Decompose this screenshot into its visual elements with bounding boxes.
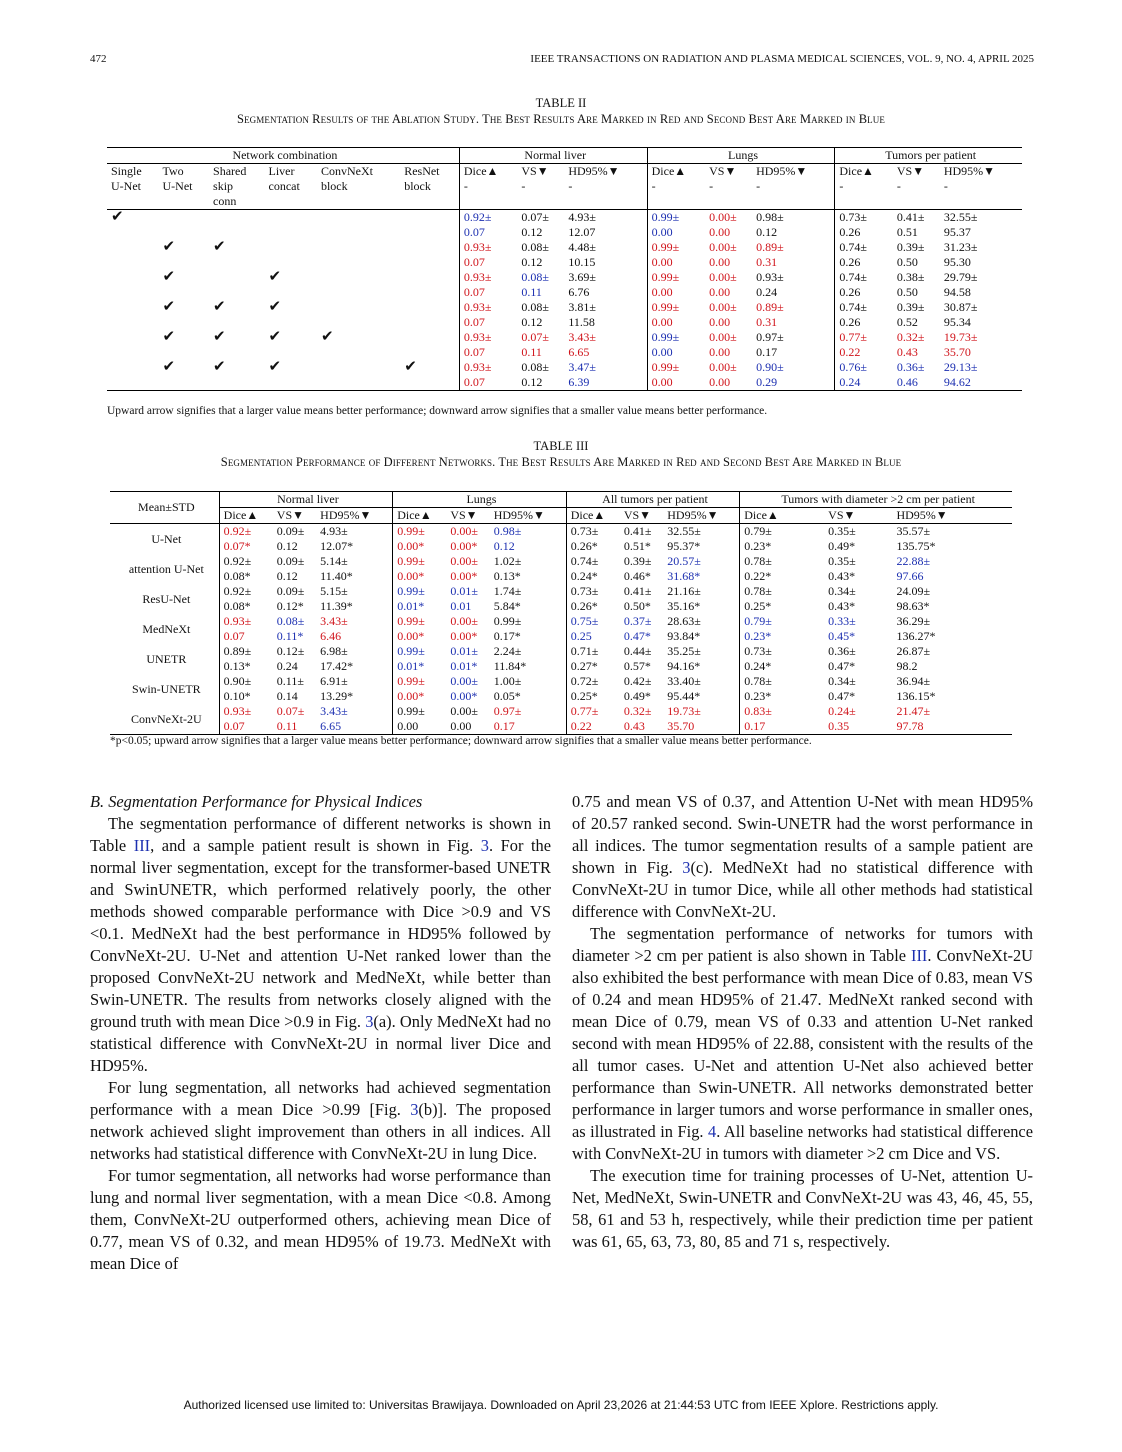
table2-cell: 3.47± 6.39 — [564, 360, 647, 391]
table2-empty-cell — [107, 240, 159, 270]
table2-cell: 19.73± 35.70 — [943, 330, 978, 359]
table3-cell: 2.24± 11.84* — [493, 644, 527, 673]
table3-network-name: attention U-Net — [128, 561, 204, 576]
check-icon: ✔ — [111, 209, 124, 225]
table3-cell: 0.09± 0.12* — [276, 584, 305, 613]
check-icon: ✔ — [209, 360, 264, 391]
cross-reference-link[interactable]: 3 — [682, 858, 691, 877]
table3-cell: 6.91± 13.29* — [320, 674, 354, 703]
table2-empty-cell — [400, 330, 459, 360]
table2-row — [107, 240, 1022, 270]
table2-cell: 0.92± 0.07 — [459, 210, 517, 241]
table3-cell: 0.99± 0.01* — [393, 584, 447, 614]
check-icon: ✔ — [400, 360, 459, 391]
right-paragraph: The segmentation performance of networks for tumors with diameter >2 cm per patient is also shown in Table III. ConvNeXt-2U also exhibited the best performance with mean Dice of 0.83, mean VS of 0.24 and mean HD95% of 21.47. MedNeXt ranked second with mean Dice of 0.79, mean VS of 0.33 and attention U-Net ranked second with mean HD95% of 22.88, consistent with the results of the all tumor cases. U-Net and attention U-Net also achieved better performance than Swin-UNETR. All networks demonstrated better performance in larger tumors and worse performance in smaller ones, as illustrated in Fig. 4. All baseline networks had statistical difference with ConvNeXt-2U in tumors with diameter >2 cm Dice and VS. — [572, 924, 1033, 1163]
check-icon: ✔ — [268, 329, 282, 345]
table3-cell: 28.63± 93.84* — [667, 614, 701, 643]
check-icon: ✔ — [265, 360, 317, 391]
table2-metric-header: Dice▲ - — [647, 164, 705, 210]
table3-network-name: Swin-UNETR — [132, 681, 201, 696]
table3-cell: 0.41± 0.51* — [623, 524, 652, 553]
table3-cell: 35.57± 135.75* — [896, 524, 936, 553]
table3-group-row — [110, 492, 1012, 508]
table2-empty-cell — [317, 240, 400, 270]
check-icon: ✔ — [162, 329, 176, 345]
table2-cell: 31.23± 95.30 — [943, 240, 978, 269]
table3-row — [110, 524, 1012, 555]
table3-cell: 0.01± 0.01* — [450, 644, 478, 673]
table3-cell: 0.98± 0.12 — [493, 524, 522, 553]
table3-networks — [110, 491, 1012, 735]
table2-metric-header: VS▼ - — [517, 164, 564, 210]
table3-metric-header: Dice▲ — [566, 508, 620, 524]
table3-cell: 0.99± 0.00* — [393, 554, 447, 584]
table2-cell: 0.36± 0.46 — [893, 360, 940, 391]
table3-caption — [60, 438, 1062, 470]
table2-group-tumors: Tumors per patient — [835, 148, 1022, 164]
table2-empty-cell — [317, 270, 400, 300]
table3-cell: 5.15± 11.39* — [320, 584, 353, 613]
table2-group-lungs: Lungs — [647, 148, 835, 164]
table3-cell: 0.33± 0.45* — [828, 614, 856, 643]
table3-cell: 36.94± 136.15* — [896, 674, 936, 703]
table3-cell: 0.93± 0.07 — [219, 614, 273, 644]
table3-group-header: Normal liver — [219, 492, 393, 508]
table2-cell: 3.81± 11.58 — [568, 300, 596, 329]
table3-network-name: UNETR — [146, 651, 187, 666]
table3-cell: 0.11± 0.14 — [276, 674, 304, 703]
table2-cell: 0.08± 0.11 — [521, 270, 549, 299]
table3-cell: 0.08± 0.11* — [276, 614, 305, 643]
table3-cell: 0.99± 0.00* — [393, 674, 447, 704]
table3-cell: 0.01± 0.01 — [450, 584, 478, 613]
table3-cell: 36.29± 136.27* — [896, 614, 936, 643]
table2-cell: 0.07± 0.11 — [521, 330, 549, 359]
table3-cell: 0.92± 0.08* — [219, 554, 273, 584]
table3-cell: 20.57± 31.68* — [667, 554, 701, 583]
table2-cell: 0.93± 0.07 — [459, 300, 517, 330]
table2-group-network: Network combination — [107, 148, 459, 164]
left-paragraph: For tumor segmentation, all networks had worse performance than lung and normal liver segmentation, with a mean Dice <0.8. Among them, ConvNeXt-2U outperformed others, achieving mean Dice of 0.77, mean VS of 0.32, and mean HD95% of 19.73. MedNeXt with mean Dice of — [90, 1166, 551, 1273]
table2-cell: 0.39± 0.52 — [896, 300, 925, 329]
table2-cell: 0.08± 0.12 — [521, 300, 549, 329]
table2-cell: 4.48± 10.15 — [568, 240, 596, 269]
check-icon: ✔ — [162, 299, 176, 315]
table3-cell: 0.73± 0.26* — [566, 524, 620, 555]
table2-metric-header: VS▼ - — [705, 164, 752, 210]
table2-cell: 0.73± 0.26 — [835, 210, 893, 241]
table2-empty-cell — [209, 270, 264, 300]
table3-footnote: *p<0.05; upward arrow signifies that a larger value means better performance; downward arrow signifies that a smaller value means better performance. — [110, 735, 812, 747]
right-paragraph: The execution time for training processes of U-Net, attention U-Net, MedNeXt, Swin-UNETR and ConvNeXt-2U was 43, 46, 45, 55, 58, 61 and 53 h, respectively, while their prediction time per patient was 61, 65, 63, 73, 80, 85 and 71 s, respectively. — [572, 1166, 1033, 1251]
table2-cell: 0.00± 0.00 — [709, 330, 737, 359]
table3-cell: 0.32± 0.43 — [620, 704, 663, 735]
table2-cell: 0.98± 0.12 — [756, 210, 784, 239]
table3-label: TABLE III — [533, 439, 589, 453]
table2-row — [107, 210, 1022, 241]
table3-cell: 0.00± 0.00* — [450, 554, 478, 583]
table3-cell: 0.07± 0.11 — [273, 704, 316, 735]
table2-cell: 0.39± 0.50 — [896, 240, 925, 269]
table3-cell: 0.36± 0.47* — [828, 644, 856, 673]
table3-row — [110, 614, 1012, 644]
cross-reference-link[interactable]: 4 — [708, 1122, 717, 1141]
check-icon: ✔ — [213, 329, 226, 345]
table2-empty-cell — [107, 330, 159, 360]
table3-cell: 0.93± 0.07 — [219, 704, 273, 735]
table3-cell: 0.73± 0.24* — [740, 644, 824, 674]
table2-header-row — [107, 164, 1022, 210]
table3-cell: 0.34± 0.43* — [828, 584, 856, 613]
table2-cell: 29.79± 94.58 — [943, 270, 978, 299]
table2-col-header: Liver concat — [265, 164, 317, 210]
table3-network-name: MedNeXt — [142, 621, 191, 636]
table2-cell: 0.00± 0.00 — [709, 240, 737, 269]
table3-cell: 4.93± 12.07* — [320, 524, 354, 553]
table2-col-header: ResNet block — [400, 164, 459, 210]
table2-row — [107, 360, 1022, 391]
table2-group-row — [107, 148, 1022, 164]
check-icon: ✔ — [268, 299, 282, 315]
check-icon: ✔ — [268, 269, 282, 285]
table3-cell: 0.99± 0.17* — [493, 614, 522, 643]
table2-label: TABLE II — [535, 96, 587, 110]
table2-cell: 0.74± 0.26 — [835, 300, 893, 330]
table2-empty-cell — [107, 270, 159, 300]
table2-empty-cell — [265, 240, 317, 270]
table3-cell: 35.25± 94.16* — [667, 644, 701, 673]
table2-cell: 0.99± 0.00 — [647, 240, 705, 270]
table3-metric-header: VS▼ — [824, 508, 892, 524]
table2-empty-cell — [400, 210, 459, 241]
table3-cell: 0.34± 0.47* — [828, 674, 856, 703]
table2-metric-header: Dice▲ - — [459, 164, 517, 210]
table2-cell: 0.99± 0.00 — [647, 330, 705, 360]
table2-row — [107, 300, 1022, 330]
table2-empty-cell — [400, 240, 459, 270]
table3-cell: 0.00± 0.00 — [446, 704, 489, 735]
check-icon: ✔ — [162, 239, 176, 255]
table2-cell: 0.00± 0.00 — [709, 210, 737, 239]
table2-cell: 0.07± 0.12 — [521, 210, 549, 239]
table3-group-header: Lungs — [393, 492, 567, 508]
table2-cell: 0.08± 0.12 — [521, 240, 549, 269]
table2-cell: 0.41± 0.51 — [896, 210, 925, 239]
table3-cell: 0.39± 0.46* — [623, 554, 652, 583]
table3-cell: 21.47± 97.78 — [892, 704, 1012, 735]
table3-network-name: U-Net — [151, 531, 182, 546]
table2-ablation — [107, 147, 1022, 391]
table3-cell: 0.35± 0.43* — [828, 554, 856, 583]
table2-cell: 0.89± 0.31 — [756, 300, 784, 329]
table2-title: Segmentation Results of the Ablation Study. The Best Results Are Marked in Red and Second Best Are Marked in Blue — [237, 112, 885, 126]
table3-cell: 0.99± 0.00 — [393, 704, 447, 735]
left-paragraph: For lung segmentation, all networks had achieved segmentation performance with a mean Dice >0.99 [Fig. 3(b)]. The proposed network achieved slight improvement than others in all indices. All networks had statistical difference with ConvNeXt-2U in lung Dice. — [90, 1078, 551, 1163]
table3-metric-header: HD95%▼ — [892, 508, 1012, 524]
table3-cell: 0.42± 0.49* — [623, 674, 652, 703]
table3-cell: 0.37± 0.47* — [623, 614, 652, 643]
table2-cell: 30.87± 95.34 — [943, 300, 978, 329]
table3-cell: 32.55± 95.37* — [667, 524, 701, 553]
table3-group-header: Tumors with diameter >2 cm per patient — [740, 492, 1012, 508]
right-column — [572, 791, 1033, 1253]
table2-group-liver: Normal liver — [459, 148, 647, 164]
table3-cell: 0.73± 0.26* — [566, 584, 620, 614]
table3-cell: 0.78± 0.22* — [740, 554, 824, 584]
table2-cell: 0.90± 0.29 — [752, 360, 835, 391]
table3-cell: 0.77± 0.22 — [566, 704, 620, 735]
table2-empty-cell — [317, 210, 400, 241]
table3-cell: 26.87± 98.2 — [896, 644, 931, 673]
table3-metric-header: Dice▲ — [740, 508, 824, 524]
table3-cell: 0.92± 0.08* — [219, 584, 273, 614]
table3-network-name: ConvNeXt-2U — [110, 704, 219, 735]
table2-empty-cell — [159, 210, 210, 241]
table2-cell: 0.93± 0.07 — [459, 360, 517, 391]
table3-cell: 0.99± 0.00* — [393, 614, 447, 644]
left-paragraph: The segmentation performance of different networks is shown in Table III, and a sample patient result is shown in Fig. 3. For the normal liver segmentation, except for the transformer-based UNETR and SwinUNETR, which performed relatively poorly, the other methods showed comparable performance with Dice >0.9 and VS <0.1. MedNeXt had the best performance in HD95% followed by ConvNeXt-2U. U-Net and attention U-Net ranked lower than the proposed ConvNeXt-2U network and MedNeXt, while better than Swin-UNETR. The results from networks closely aligned with the ground truth with mean Dice >0.9 in Fig. 3(a). Only MedNeXt had no statistical difference with ConvNeXt-2U in normal liver Dice and HD95%. — [90, 814, 552, 1075]
cross-reference-link[interactable]: 3 — [480, 836, 489, 855]
table3-cell: 21.16± 35.16* — [667, 584, 701, 613]
table3-cell: 0.09± 0.12 — [276, 524, 305, 553]
check-icon: ✔ — [213, 239, 226, 255]
table2-cell: 0.00± 0.00 — [709, 270, 737, 299]
table2-cell: 0.93± 0.07 — [459, 330, 517, 360]
table2-metric-header: HD95%▼ - — [940, 164, 1022, 210]
table3-cell: 0.00± 0.00* — [450, 674, 478, 703]
table3-cell: 0.41± 0.50* — [623, 584, 652, 613]
cross-reference-link[interactable]: III — [133, 836, 151, 855]
table3-cell: 0.24± 0.35 — [824, 704, 892, 735]
table3-group-header: All tumors per patient — [566, 492, 740, 508]
journal-title: IEEE TRANSACTIONS ON RADIATION AND PLASMA MEDICAL SCIENCES, VOL. 9, NO. 4, APRIL 2025 — [530, 53, 1034, 65]
table2-cell: 0.97± 0.17 — [756, 330, 784, 359]
table3-cell: 0.89± 0.13* — [219, 644, 273, 674]
table3-cell: 0.99± 0.01* — [393, 644, 447, 674]
table2-cell: 0.99± 0.00 — [647, 300, 705, 330]
table2-cell: 0.38± 0.50 — [896, 270, 925, 299]
table3-cell: 22.88± 97.66 — [896, 554, 931, 583]
table2-col-header: Single U-Net — [107, 164, 159, 210]
left-section-heading: B. Segmentation Performance for Physical Indices — [90, 792, 423, 811]
table2-cell: 32.55± 95.37 — [943, 210, 978, 239]
check-icon: ✔ — [162, 269, 176, 285]
table3-metric-header: Dice▲ — [393, 508, 447, 524]
table2-empty-cell — [107, 300, 159, 330]
table3-cell: 19.73± 35.70 — [663, 704, 740, 735]
table2-metric-header: VS▼ - — [893, 164, 940, 210]
table3-cell: 0.79± 0.23* — [740, 524, 824, 555]
table3-cell: 0.79± 0.23* — [740, 614, 824, 644]
table3-header-row — [110, 508, 1012, 524]
table3-cell: 0.12± 0.24 — [276, 644, 305, 673]
table2-cell: 0.93± 0.07 — [459, 240, 517, 270]
table3-corner: Mean±STD — [110, 492, 219, 524]
table2-footnote: Upward arrow signifies that a larger value means better performance; downward arrow signifies that a smaller value means better performance. — [107, 405, 768, 417]
table2-cell: 0.93± 0.24 — [756, 270, 784, 299]
table2-cell: 0.89± 0.31 — [756, 240, 784, 269]
table2-empty-cell — [265, 210, 317, 241]
cross-reference-link[interactable]: 3 — [365, 1012, 374, 1031]
left-column — [90, 791, 551, 1275]
cross-reference-link[interactable]: III — [911, 946, 928, 965]
table2-empty-cell — [209, 210, 264, 241]
table3-cell: 0.74± 0.24* — [566, 554, 620, 584]
table3-cell: 0.44± 0.57* — [623, 644, 652, 673]
table2-cell: 0.99± 0.00 — [647, 360, 705, 391]
table3-row — [110, 554, 1012, 584]
table3-cell: 0.72± 0.25* — [566, 674, 620, 704]
table2-cell: 0.99± 0.00 — [647, 210, 705, 241]
table3-cell: 0.09± 0.12 — [276, 554, 305, 583]
check-icon: ✔ — [159, 360, 210, 391]
table2-col-header: Shared skip conn — [209, 164, 264, 210]
table3-cell: 0.00± 0.00* — [450, 614, 478, 643]
table3-metric-header: VS▼ — [273, 508, 316, 524]
table2-cell: 0.74± 0.26 — [835, 270, 893, 300]
table2-col-header: Two U-Net — [159, 164, 210, 210]
table3-network-name: ResU-Net — [142, 591, 191, 606]
table2-row — [107, 330, 1022, 360]
table3-cell: 0.75± 0.25 — [566, 614, 620, 644]
check-icon: ✔ — [320, 329, 334, 345]
table2-cell: 0.74± 0.26 — [835, 240, 893, 270]
table3-cell: 1.02± 0.13* — [493, 554, 522, 583]
table2-empty-cell — [317, 300, 400, 330]
table3-metric-header: VS▼ — [620, 508, 663, 524]
table3-metric-header: HD95%▼ — [490, 508, 567, 524]
table3-cell: 1.74± 5.84* — [493, 584, 522, 613]
table2-cell: 0.00± 0.00 — [705, 360, 752, 391]
table3-row — [110, 584, 1012, 614]
table3-cell: 0.99± 0.00* — [393, 524, 447, 555]
table3-cell: 0.35± 0.49* — [828, 524, 856, 553]
table3-cell: 0.78± 0.25* — [740, 584, 824, 614]
table3-cell: 33.40± 95.44* — [667, 674, 701, 703]
table2-cell: 0.77± 0.22 — [835, 330, 893, 360]
table3-cell: 5.14± 11.40* — [320, 554, 353, 583]
table2-metric-header: HD95%▼ - — [752, 164, 835, 210]
table2-cell: 0.32± 0.43 — [896, 330, 925, 359]
table3-row — [110, 674, 1012, 704]
table2-cell: 3.69± 6.76 — [568, 270, 596, 299]
table3-cell: 0.83± 0.17 — [740, 704, 824, 735]
table3-cell: 0.78± 0.23* — [740, 674, 824, 704]
table2-cell: 0.99± 0.00 — [647, 270, 705, 300]
table3-cell: 0.92± 0.07* — [219, 524, 273, 555]
table2-empty-cell — [317, 360, 400, 391]
table3-metric-header: HD95%▼ — [316, 508, 393, 524]
table2-cell: 4.93± 12.07 — [568, 210, 596, 239]
license-footer: Authorized licensed use limited to: Universitas Brawijaya. Downloaded on April 23,2026 at 21:44:53 UTC from IEEE Xplore. Restrictions apply. — [183, 1398, 939, 1412]
table3-metric-header: HD95%▼ — [663, 508, 740, 524]
table3-row — [110, 704, 1012, 735]
table3-cell: 1.00± 0.05* — [493, 674, 522, 703]
table2-empty-cell — [400, 270, 459, 300]
table2-cell: 0.93± 0.07 — [459, 270, 517, 300]
right-paragraph: 0.75 and mean VS of 0.37, and Attention U-Net with mean HD95% of 20.57 ranked second. Swin-UNETR had the worst performance in all indices. The tumor segmentation results of a sample patient are shown in Fig. 3(c). MedNeXt had no statistical difference with ConvNeXt-2U in tumor Dice, while all other methods had statistical difference with ConvNeXt-2U. — [572, 792, 1033, 921]
table2-metric-header: Dice▲ - — [835, 164, 893, 210]
table3-cell: 0.90± 0.10* — [219, 674, 273, 704]
running-header — [90, 53, 1034, 69]
table2-empty-cell — [107, 360, 159, 391]
cross-reference-link[interactable]: 3 — [410, 1100, 419, 1119]
page-number: 472 — [90, 53, 107, 65]
table3-cell: 3.43± 6.46 — [320, 614, 348, 643]
table3-cell: 3.43± 6.65 — [316, 704, 393, 735]
table2-caption — [60, 95, 1062, 127]
table3-metric-header: Dice▲ — [219, 508, 273, 524]
table2-empty-cell — [400, 300, 459, 330]
table2-cell: 0.00± 0.00 — [709, 300, 737, 329]
table2-cell: 0.76± 0.24 — [835, 360, 893, 391]
table3-row — [110, 644, 1012, 674]
table3-cell: 0.71± 0.27* — [566, 644, 620, 674]
table3-metric-header: VS▼ — [446, 508, 489, 524]
table2-row — [107, 270, 1022, 300]
table3-cell: 24.09± 98.63* — [896, 584, 931, 613]
table3-cell: 0.00± 0.00* — [450, 524, 478, 553]
table3-cell: 6.98± 17.42* — [320, 644, 354, 673]
table3-cell: 0.97± 0.17 — [490, 704, 567, 735]
table2-col-header: ConvNeXt block — [317, 164, 400, 210]
table2-cell: 3.43± 6.65 — [568, 330, 596, 359]
table3-title: Segmentation Performance of Different Networks. The Best Results Are Marked in Red and Second Best Are Marked in Blue — [220, 455, 902, 469]
check-icon: ✔ — [213, 299, 226, 315]
table2-metric-header: HD95%▼ - — [564, 164, 647, 210]
table2-cell: 0.08± 0.12 — [517, 360, 564, 391]
table2-cell: 29.13± 94.62 — [940, 360, 1022, 391]
